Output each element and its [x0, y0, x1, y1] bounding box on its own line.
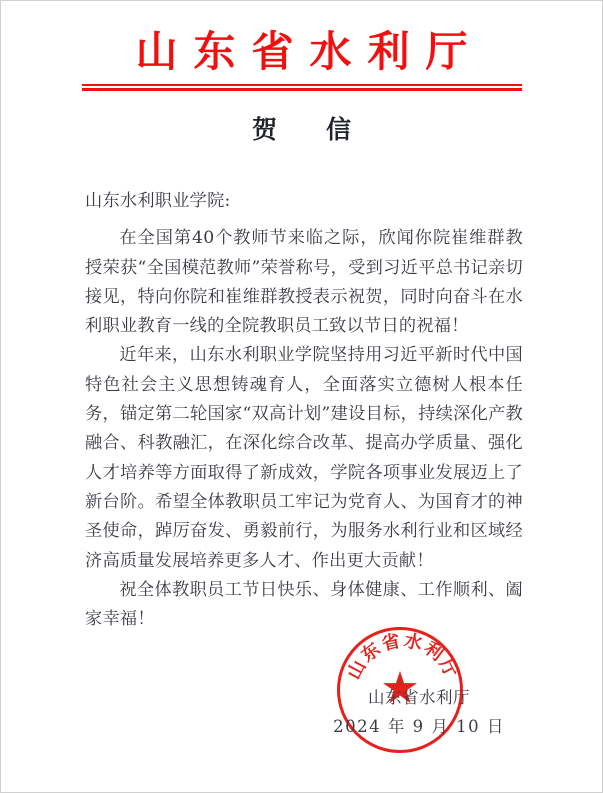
seal-arc-label — [343, 630, 462, 683]
document-body — [85, 187, 523, 634]
body-paragraph-3: 祝全体教职员工节日快乐、身体健康、工作顺利、阖家幸福！ — [85, 579, 523, 630]
body-paragraph-1: 在全国第40个教师节来临之际，欣闻你院崔维群教授荣获“全国模范教师”荣誉称号，受到习近平总书记亲切接见，特向你院和崔维群教授表示祝贺，同时向奋斗在水利职业教育一线的全院教职员工致以节日的祝福！ — [85, 228, 523, 337]
letterhead-double-rule — [82, 84, 522, 91]
signature-block — [319, 627, 519, 757]
seal-arc-textpath: 山东省水利厅 — [343, 630, 463, 683]
letterhead-organization-title: 山东省水利厅 — [135, 27, 484, 76]
signature-organization: 山东省水利厅 — [368, 688, 470, 707]
signature-date: 2024 年 9 月 10 日 — [333, 717, 505, 736]
document-title: 贺 信 — [251, 115, 363, 144]
salutation: 山东水利职业学院: — [85, 191, 231, 211]
rule-thick-lower — [82, 88, 522, 91]
body-paragraph-2: 近年来，山东水利职业学院坚持用习近平新时代中国特色社会主义思想铸魂育人，全面落实立德树人根本任务，锚定第二轮国家“双高计划”建设目标，持续深化产教融合、科教融汇，在深化综合改革、提高办学质量、强化人才培养等方面取得了新成效，学院各项事业发展迈上了新台阶。希望全体教职员工牢记为党育人、为国育才的神圣使命，踔厉奋发、勇毅前行，为服务水利行业和区域经济高质量发展培养更多人才、作出更大贡献！ — [85, 345, 523, 571]
letterhead — [1, 27, 602, 91]
